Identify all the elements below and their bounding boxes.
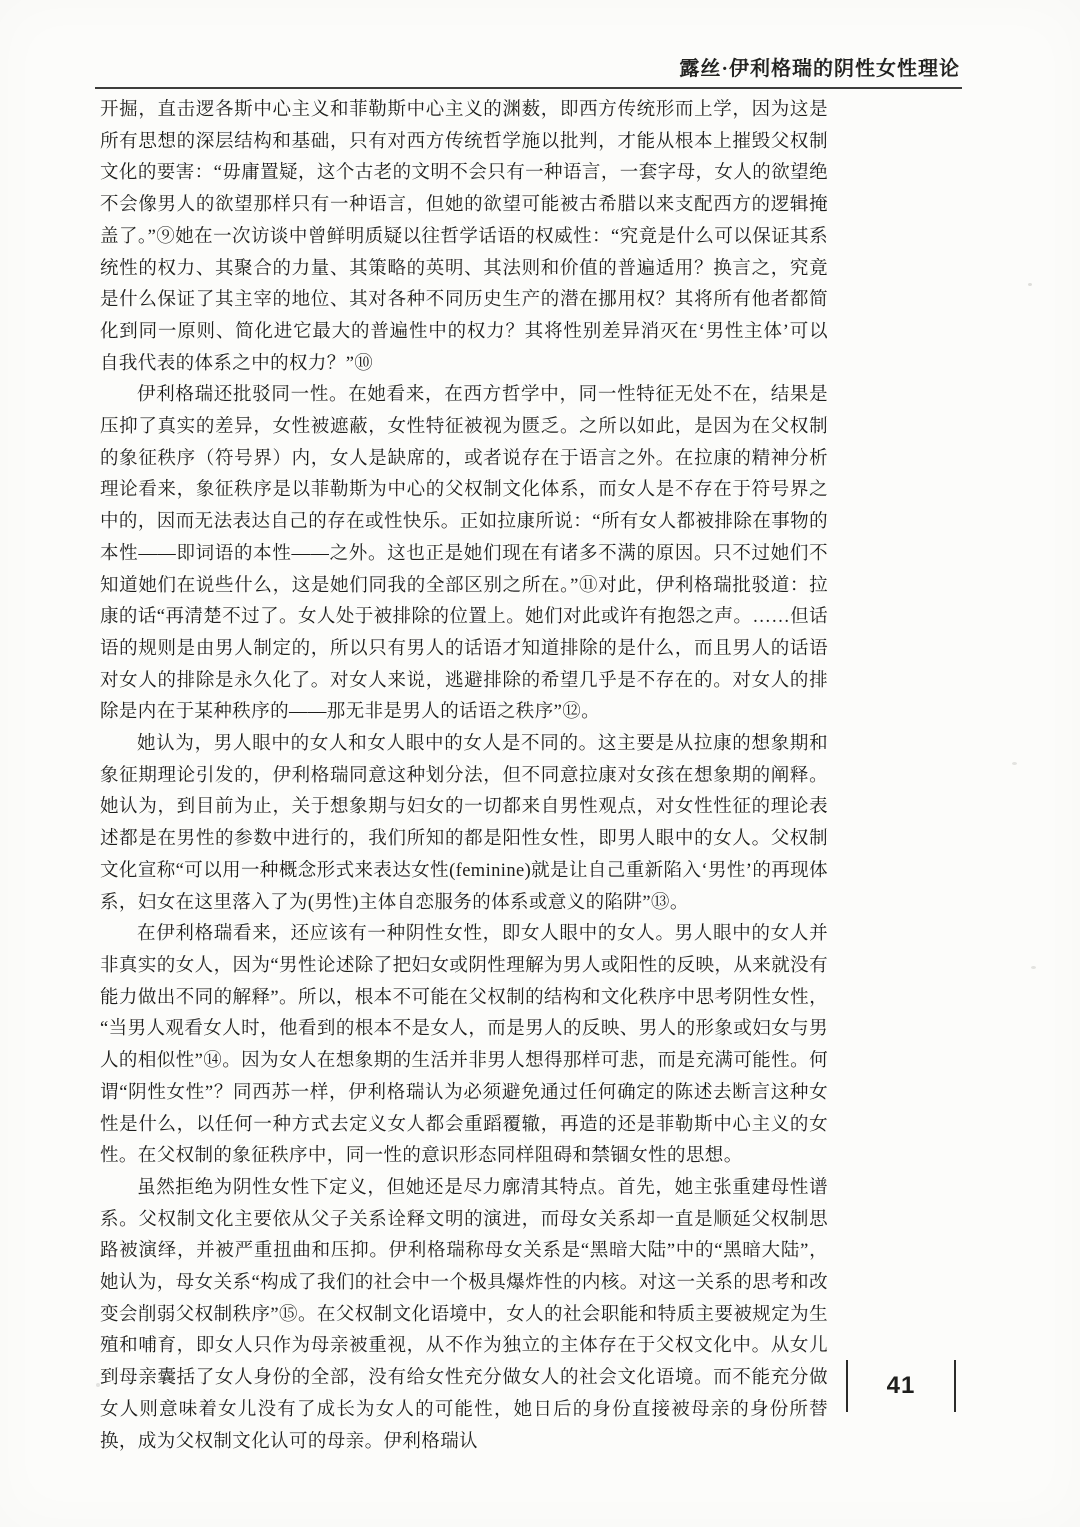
paragraph-maternal-genealogy: 虽然拒绝为阴性女性下定义，但她还是尽力廓清其特点。首先，她主张重建母性谱系。父权制文化主要依从父子关系诠释文明的演进，而母女关系却一直是顺延父权制思路被演绎，并被严重扭曲和压抑。伊利格瑞称母女关系是“黑暗大陆”中的“黑暗大陆”，她认为，母女关系“构成了我们的社会中一个极具爆炸性的内核。对这一关系的思考和改变会削弱父权制秩序”⑮。在父权制文化语境中，女人的社会职能和特质主要被规定为生殖和哺育，即女人只作为母亲被重视，从不作为独立的主体存在于父权文化中。从女儿到母亲囊括了女人身份的全部，没有给女性充分做女人的社会文化语境。而不能充分做女人则意味着女儿没有了成长为女人的可能性，她日后的身份直接被母亲的身份所替换，成为父权制文化认可的母亲。伊利格瑞认: [100, 1177, 828, 1452]
page-number: 41: [886, 1372, 916, 1399]
paragraph-continuation: 开掘，直击逻各斯中心主义和菲勒斯中心主义的渊薮，即西方传统形而上学，因为这是所有思想的深层结构和基础，只有对西方传统哲学施以批判，才能从根本上摧毁父权制文化的要害：“毋庸置疑，这个古老的文明不会只有一种语言，一套字母，女人的欲望绝不会像男人的欲望那样只有一种语言，但她的欲望可能被古希腊以来支配西方的逻辑掩盖了。”⑨她在一次访谈中曾鲜明质疑以往哲学话语的权威性：“究竟是什么可以保证其系统性的权力、其聚合的力量、其策略的英明、其法则和价值的普遍适用？换言之，究竟是什么保证了其主宰的地位、其对各种不同历史生产的潜在挪用权？其将所有他者都简化到同一原则、简化进它最大的普遍性中的权力？其将性别差异消灭在‘男性主体’可以自我代表的体系之中的权力？”⑩: [100, 100, 828, 374]
running-head-title: 露丝·伊利格瑞的阴性女性理论: [679, 58, 960, 80]
scan-speck: [96, 1383, 100, 1387]
scan-speck: [1012, 762, 1017, 765]
header-rule: [95, 87, 962, 89]
paragraph-feminine-femininity: 在伊利格瑞看来，还应该有一种阴性女性，即女人眼中的女人。男人眼中的女人并非真实的女人，因为“男性论述除了把妇女或阴性理解为男人或阳性的反映，从来就没有能力做出不同的解释”。所以，根本不可能在父权制的结构和文化秩序中思考阴性女性，“当男人观看女人时，他看到的根本不是女人，而是男人的反映、男人的形象或妇女与男人的相似性”⑭。因为女人在想象期的生活并非男人想得那样可悲，而是充满可能性。何谓“阴性女性”？同西苏一样，伊利格瑞认为必须避免通过任何确定的陈述去断言这种女性是什么，以任何一种方式去定义女人都会重蹈覆辙，再造的还是菲勒斯中心主义的女性。在父权制的象征秩序中，同一性的意识形态同样阻碍和禁锢女性的思想。: [100, 924, 828, 1167]
body-text-block: [100, 95, 828, 1458]
scan-speck: [1031, 966, 1036, 969]
scan-speck: [1028, 283, 1032, 286]
page-footer: [846, 1360, 956, 1412]
paragraph-woman-in-mens-eyes: 她认为，男人眼中的女人和女人眼中的女人是不同的。这主要是从拉康的想象期和象征期理论引发的，伊利格瑞同意这种划分法，但不同意拉康对女孩在想象期的阐释。她认为，到目前为止，关于想象期与妇女的一切都来自男性观点，对女性性征的理论表述都是在男性的参数中进行的，我们所知的都是阳性女性，即男人眼中的女人。父权制文化宣称“可以用一种概念形式来表达女性(feminine)就是让自己重新陷入‘男性’的再现体系，妇女在这里落入了为(男性)主体自恋服务的体系或意义的陷阱”⑬。: [100, 734, 828, 913]
paragraph-identity-critique: 伊利格瑞还批驳同一性。在她看来，在西方哲学中，同一性特征无处不在，结果是压抑了真实的差异，女性被遮蔽，女性特征被视为匮乏。之所以如此，是因为在父权制的象征秩序（符号界）内，女人是缺席的，或者说存在于语言之外。在拉康的精神分析理论看来，象征秩序是以菲勒斯为中心的父权制文化体系，而女人是不存在于符号界之中的，因而无法表达自己的存在或性快乐。正如拉康所说：“所有女人都被排除在事物的本性——即词语的本性——之外。这也正是她们现在有诸多不满的原因。只不过她们不知道她们在说些什么，这是她们同我的全部区别之所在。”⑪对此，伊利格瑞批驳道：拉康的话“再清楚不过了。女人处于被排除的位置上。她们对此或许有抱怨之声。……但话语的规则是由男人制定的，所以只有男人的话语才知道排除的是什么，而且男人的话语对女人的排除是永久化了。对女人来说，逃避排除的希望几乎是不存在的。对女人的排除是内在于某种秩序的——那无非是男人的话语之秩序”⑫。: [100, 385, 828, 723]
